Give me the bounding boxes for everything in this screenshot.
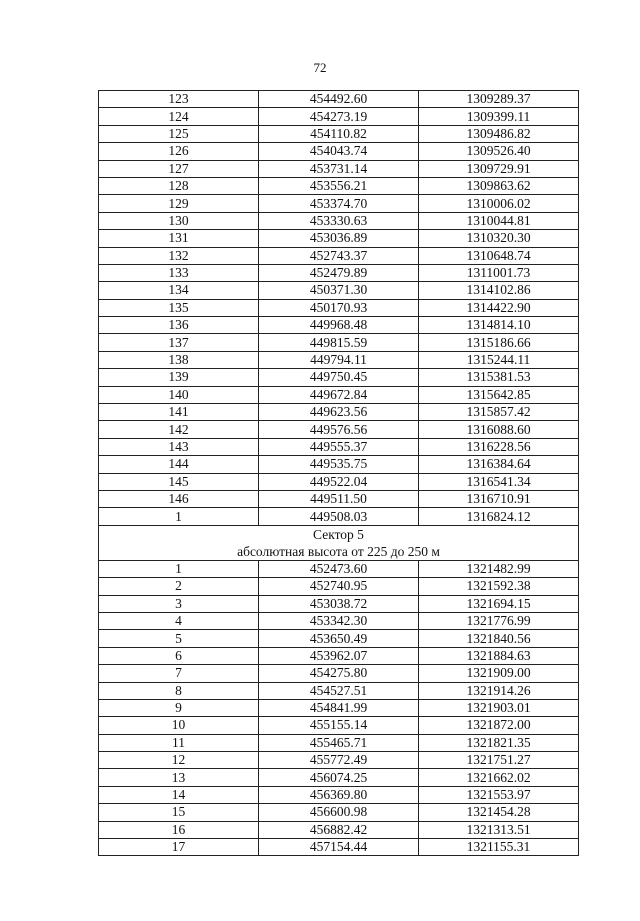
point-number-cell: 124: [99, 108, 259, 125]
table-row: [99, 143, 579, 160]
y-coordinate-cell: 1321914.26: [419, 682, 579, 699]
y-coordinate-cell: 1321454.28: [419, 804, 579, 821]
y-coordinate-cell: 1309399.11: [419, 108, 579, 125]
table-row: [99, 612, 579, 629]
x-coordinate-cell: 449672.84: [259, 386, 419, 403]
table-body-before-sector: [99, 91, 579, 526]
point-number-cell: 5: [99, 630, 259, 647]
table-row: [99, 91, 579, 108]
y-coordinate-cell: 1321909.00: [419, 665, 579, 682]
point-number-cell: 2: [99, 578, 259, 595]
table-row: [99, 578, 579, 595]
y-coordinate-cell: 1310044.81: [419, 212, 579, 229]
point-number-cell: 13: [99, 769, 259, 786]
x-coordinate-cell: 449576.56: [259, 421, 419, 438]
coordinates-table: [98, 90, 579, 856]
sector-row: [99, 525, 579, 560]
point-number-cell: 138: [99, 351, 259, 368]
table-row: [99, 769, 579, 786]
table-row: [99, 804, 579, 821]
table-row: [99, 195, 579, 212]
table-row: [99, 404, 579, 421]
x-coordinate-cell: 453650.49: [259, 630, 419, 647]
x-coordinate-cell: 456369.80: [259, 786, 419, 803]
y-coordinate-cell: 1321776.99: [419, 612, 579, 629]
table-row: [99, 752, 579, 769]
table-row: [99, 247, 579, 264]
x-coordinate-cell: 452473.60: [259, 560, 419, 577]
table-row: [99, 299, 579, 316]
point-number-cell: 14: [99, 786, 259, 803]
point-number-cell: 10: [99, 717, 259, 734]
x-coordinate-cell: 456882.42: [259, 821, 419, 838]
table-body-after-sector: [99, 560, 579, 856]
table-row: [99, 438, 579, 455]
table-row: [99, 230, 579, 247]
point-number-cell: 135: [99, 299, 259, 316]
point-number-cell: 142: [99, 421, 259, 438]
x-coordinate-cell: 454841.99: [259, 699, 419, 716]
table-row: [99, 595, 579, 612]
x-coordinate-cell: 454527.51: [259, 682, 419, 699]
table-row: [99, 821, 579, 838]
point-number-cell: 128: [99, 177, 259, 194]
table-row: [99, 421, 579, 438]
point-number-cell: 131: [99, 230, 259, 247]
table-row: [99, 160, 579, 177]
x-coordinate-cell: 452740.95: [259, 578, 419, 595]
table-row: [99, 334, 579, 351]
y-coordinate-cell: 1310648.74: [419, 247, 579, 264]
x-coordinate-cell: 455772.49: [259, 752, 419, 769]
x-coordinate-cell: 449623.56: [259, 404, 419, 421]
x-coordinate-cell: 450170.93: [259, 299, 419, 316]
x-coordinate-cell: 453962.07: [259, 647, 419, 664]
y-coordinate-cell: 1309486.82: [419, 125, 579, 142]
y-coordinate-cell: 1309729.91: [419, 160, 579, 177]
y-coordinate-cell: 1321482.99: [419, 560, 579, 577]
table-row: [99, 734, 579, 751]
table-row: [99, 839, 579, 856]
table-row: [99, 108, 579, 125]
y-coordinate-cell: 1309863.62: [419, 177, 579, 194]
point-number-cell: 7: [99, 665, 259, 682]
x-coordinate-cell: 453374.70: [259, 195, 419, 212]
x-coordinate-cell: 449535.75: [259, 456, 419, 473]
table-row: [99, 699, 579, 716]
y-coordinate-cell: 1315244.11: [419, 351, 579, 368]
x-coordinate-cell: 449750.45: [259, 369, 419, 386]
x-coordinate-cell: 449968.48: [259, 317, 419, 334]
table-row: [99, 490, 579, 507]
x-coordinate-cell: 452743.37: [259, 247, 419, 264]
y-coordinate-cell: 1321592.38: [419, 578, 579, 595]
table-row: [99, 786, 579, 803]
x-coordinate-cell: 449508.03: [259, 508, 419, 525]
y-coordinate-cell: 1310320.30: [419, 230, 579, 247]
point-number-cell: 12: [99, 752, 259, 769]
point-number-cell: 125: [99, 125, 259, 142]
x-coordinate-cell: 453731.14: [259, 160, 419, 177]
point-number-cell: 11: [99, 734, 259, 751]
x-coordinate-cell: 453036.89: [259, 230, 419, 247]
y-coordinate-cell: 1316088.60: [419, 421, 579, 438]
y-coordinate-cell: 1309289.37: [419, 91, 579, 108]
x-coordinate-cell: 453556.21: [259, 177, 419, 194]
sector-header: [99, 525, 579, 560]
y-coordinate-cell: 1316384.64: [419, 456, 579, 473]
page-number: 72: [313, 60, 327, 75]
table-row: [99, 682, 579, 699]
y-coordinate-cell: 1316710.91: [419, 490, 579, 507]
x-coordinate-cell: 453038.72: [259, 595, 419, 612]
point-number-cell: 130: [99, 212, 259, 229]
point-number-cell: 144: [99, 456, 259, 473]
point-number-cell: 146: [99, 490, 259, 507]
x-coordinate-cell: 453342.30: [259, 612, 419, 629]
x-coordinate-cell: 449522.04: [259, 473, 419, 490]
point-number-cell: 16: [99, 821, 259, 838]
x-coordinate-cell: 454043.74: [259, 143, 419, 160]
point-number-cell: 15: [99, 804, 259, 821]
point-number-cell: 136: [99, 317, 259, 334]
y-coordinate-cell: 1321903.01: [419, 699, 579, 716]
y-coordinate-cell: 1321313.51: [419, 821, 579, 838]
table-row: [99, 177, 579, 194]
point-number-cell: 6: [99, 647, 259, 664]
table-row: [99, 560, 579, 577]
table-row: [99, 717, 579, 734]
table-row: [99, 473, 579, 490]
x-coordinate-cell: 450371.30: [259, 282, 419, 299]
point-number-cell: 127: [99, 160, 259, 177]
y-coordinate-cell: 1321662.02: [419, 769, 579, 786]
point-number-cell: 143: [99, 438, 259, 455]
table-row: [99, 125, 579, 142]
y-coordinate-cell: 1316541.34: [419, 473, 579, 490]
x-coordinate-cell: 454492.60: [259, 91, 419, 108]
x-coordinate-cell: 453330.63: [259, 212, 419, 229]
y-coordinate-cell: 1321872.00: [419, 717, 579, 734]
y-coordinate-cell: 1316228.56: [419, 438, 579, 455]
x-coordinate-cell: 455155.14: [259, 717, 419, 734]
table-row: [99, 212, 579, 229]
x-coordinate-cell: 456074.25: [259, 769, 419, 786]
table-row: [99, 369, 579, 386]
point-number-cell: 134: [99, 282, 259, 299]
point-number-cell: 4: [99, 612, 259, 629]
y-coordinate-cell: 1314814.10: [419, 317, 579, 334]
y-coordinate-cell: 1315642.85: [419, 386, 579, 403]
sector-subtitle: абсолютная высота от 225 до 250 м: [237, 543, 440, 559]
y-coordinate-cell: 1315857.42: [419, 404, 579, 421]
point-number-cell: 123: [99, 91, 259, 108]
table-row: [99, 317, 579, 334]
table-row: [99, 386, 579, 403]
x-coordinate-cell: 449555.37: [259, 438, 419, 455]
x-coordinate-cell: 457154.44: [259, 839, 419, 856]
point-number-cell: 17: [99, 839, 259, 856]
x-coordinate-cell: 449794.11: [259, 351, 419, 368]
x-coordinate-cell: 449815.59: [259, 334, 419, 351]
point-number-cell: 137: [99, 334, 259, 351]
y-coordinate-cell: 1321553.97: [419, 786, 579, 803]
point-number-cell: 141: [99, 404, 259, 421]
y-coordinate-cell: 1321840.56: [419, 630, 579, 647]
y-coordinate-cell: 1316824.12: [419, 508, 579, 525]
table-row: [99, 264, 579, 281]
y-coordinate-cell: 1321694.15: [419, 595, 579, 612]
point-number-cell: 1: [99, 560, 259, 577]
table-row: [99, 508, 579, 525]
point-number-cell: 126: [99, 143, 259, 160]
point-number-cell: 8: [99, 682, 259, 699]
x-coordinate-cell: 452479.89: [259, 264, 419, 281]
x-coordinate-cell: 454273.19: [259, 108, 419, 125]
table-row: [99, 647, 579, 664]
y-coordinate-cell: 1321821.35: [419, 734, 579, 751]
x-coordinate-cell: 449511.50: [259, 490, 419, 507]
y-coordinate-cell: 1314102.86: [419, 282, 579, 299]
point-number-cell: 132: [99, 247, 259, 264]
point-number-cell: 1: [99, 508, 259, 525]
table-row: [99, 282, 579, 299]
point-number-cell: 129: [99, 195, 259, 212]
table-row: [99, 456, 579, 473]
point-number-cell: 3: [99, 595, 259, 612]
x-coordinate-cell: 454110.82: [259, 125, 419, 142]
point-number-cell: 133: [99, 264, 259, 281]
point-number-cell: 140: [99, 386, 259, 403]
point-number-cell: 139: [99, 369, 259, 386]
y-coordinate-cell: 1311001.73: [419, 264, 579, 281]
sector-cell: [99, 525, 579, 560]
x-coordinate-cell: 454275.80: [259, 665, 419, 682]
y-coordinate-cell: 1321155.31: [419, 839, 579, 856]
y-coordinate-cell: 1315186.66: [419, 334, 579, 351]
y-coordinate-cell: 1314422.90: [419, 299, 579, 316]
y-coordinate-cell: 1310006.02: [419, 195, 579, 212]
point-number-cell: 9: [99, 699, 259, 716]
sector-title: Сектор 5: [313, 526, 364, 542]
y-coordinate-cell: 1315381.53: [419, 369, 579, 386]
table-row: [99, 630, 579, 647]
table-row: [99, 351, 579, 368]
table-row: [99, 665, 579, 682]
x-coordinate-cell: 456600.98: [259, 804, 419, 821]
x-coordinate-cell: 455465.71: [259, 734, 419, 751]
y-coordinate-cell: 1321751.27: [419, 752, 579, 769]
y-coordinate-cell: 1321884.63: [419, 647, 579, 664]
point-number-cell: 145: [99, 473, 259, 490]
y-coordinate-cell: 1309526.40: [419, 143, 579, 160]
